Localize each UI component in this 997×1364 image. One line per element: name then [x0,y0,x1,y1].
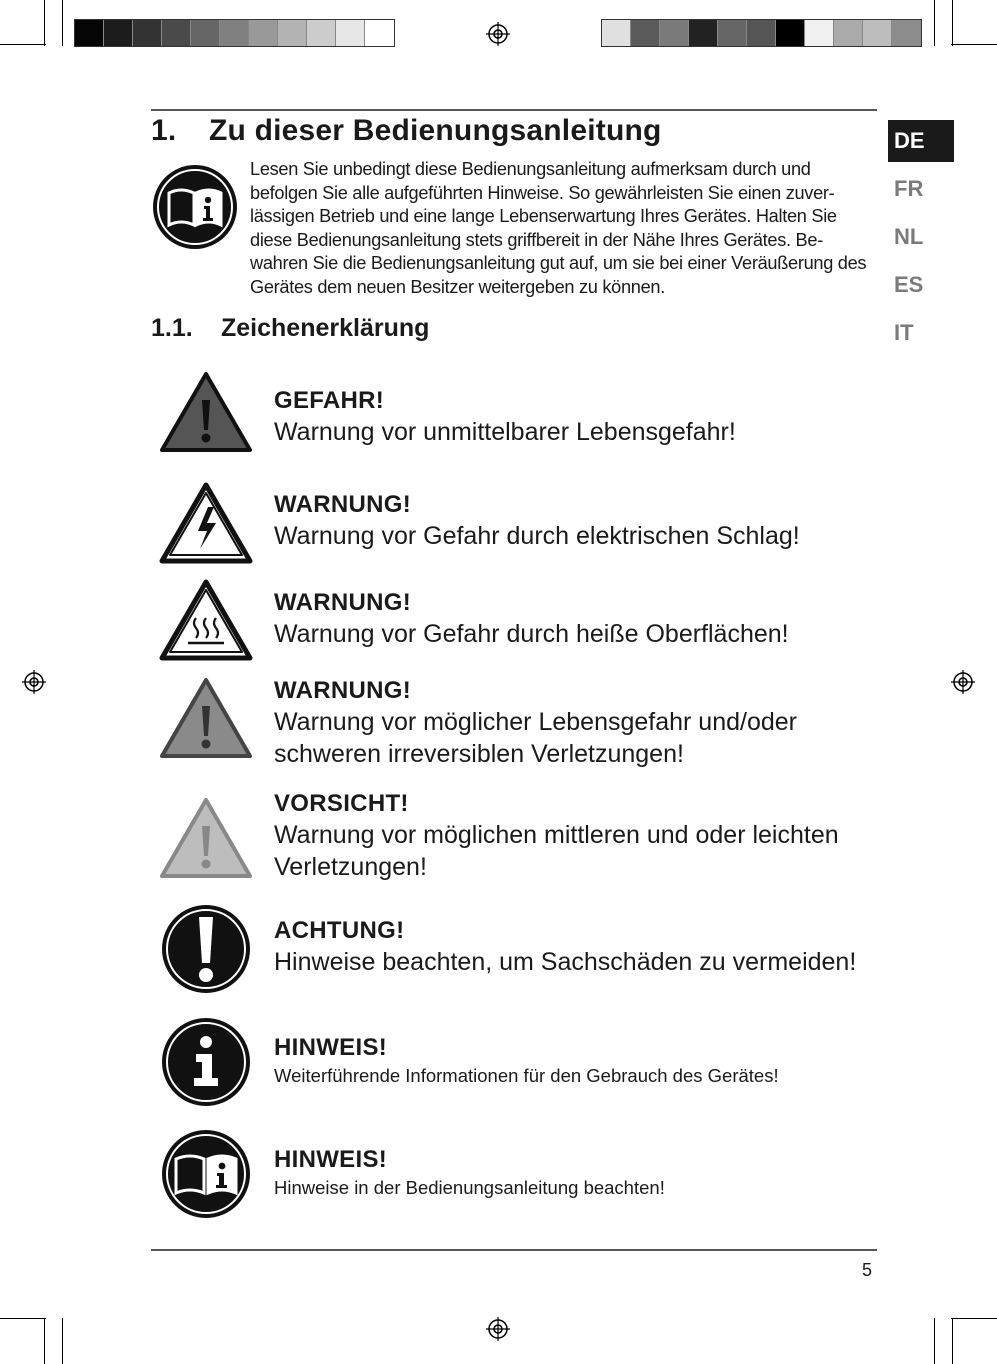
crop-mark [44,1318,45,1364]
color-bar-right [601,19,922,47]
crop-mark [44,0,45,46]
symbol-description: Warnung vor möglicher Lebensgefahr und/oder schweren irreversiblen Verletzungen! [274,708,797,768]
footer-rule [151,1249,877,1251]
symbol-description: Warnung vor Gefahr durch heiße Oberflächen! [274,620,789,648]
symbol-entry [274,1145,874,1201]
symbol-title: WARNUNG! [274,491,412,518]
crop-mark [62,1318,63,1364]
warning-triangle-icon [158,676,254,766]
color-bar-left [74,19,395,47]
hot-surface-triangle-icon [158,578,254,668]
electric-shock-triangle-icon [158,481,254,571]
registration-mark-icon [951,670,975,694]
subsection-heading [151,314,429,343]
crop-mark [0,1318,46,1319]
symbol-title: VORSICHT! [274,790,409,817]
crop-mark [62,0,63,46]
section-heading [151,114,662,148]
crop-mark [951,44,997,45]
language-tabs [888,120,954,360]
crop-mark [951,1318,997,1319]
caution-triangle-icon [158,796,254,886]
header-rule [151,109,877,111]
symbol-description: Warnung vor unmittelbarer Lebensgefahr! [274,418,736,446]
crop-mark [934,0,935,46]
intro-paragraph: Lesen Sie unbedingt diese Bedienungsanleitung aufmerksam durch und befolgen Sie alle aufgeführten Hinweise. So gewährleisten Sie einen zuverlässigen Betrieb und eine lange Lebenserwartung Ihres Gerätes. Halten Sie diese Bedienungsanleitung stets griffbereit in der Nähe Ihres Gerätes. Bewahren Sie die Bedienungsanleitung gut auf, um sie bei einer Veräußerung des Gerätes dem neuen Besitzer weitergeben zu können. [250,159,867,297]
symbol-description: Hinweise beachten, um Sachschäden zu vermeiden! [274,948,857,976]
danger-triangle-icon [158,370,254,460]
subsection-title: Zeichenerklärung [221,314,430,342]
symbol-entry [274,916,874,978]
symbol-description: Warnung vor möglichen mittleren und oder leichten Verletzungen! [274,821,839,881]
exclamation-circle-icon [158,903,254,995]
symbol-entry [274,490,874,552]
section-number: 1. [151,114,177,147]
symbol-entry [274,386,874,448]
section-title: Zu dieser Bedienungsanleitung [209,114,662,147]
registration-mark-icon [486,22,510,46]
symbol-description: Hinweise in der Bedienungsanleitung beachten! [274,1177,665,1198]
language-tab-fr[interactable]: FR [894,176,924,201]
manual-book-icon [158,1128,254,1220]
symbol-entry [274,676,874,770]
language-tab-nl[interactable]: NL [894,224,924,249]
crop-mark [0,44,46,45]
crop-mark [952,1318,953,1364]
language-tab-es[interactable]: ES [894,272,924,297]
symbol-description: Weiterführende Informationen für den Gebrauch des Gerätes! [274,1065,779,1086]
symbol-title: ACHTUNG! [274,917,405,944]
crop-mark [934,1318,935,1364]
language-tab-de[interactable]: DE [888,120,954,162]
manual-book-icon [151,163,239,251]
symbol-title: WARNUNG! [274,677,412,704]
symbol-entry [274,789,874,883]
symbol-title: GEFAHR! [274,387,385,414]
registration-mark-icon [486,1317,510,1341]
page-number: 5 [862,1260,873,1280]
symbol-entry [274,1033,874,1089]
symbol-description: Warnung vor Gefahr durch elektrischen Schlag! [274,522,800,550]
registration-mark-icon [22,670,46,694]
symbol-title: HINWEIS! [274,1034,388,1061]
info-circle-icon [158,1016,254,1108]
language-tab-it[interactable]: IT [894,320,914,345]
symbol-title: HINWEIS! [274,1146,388,1173]
crop-mark [952,0,953,46]
subsection-number: 1.1. [151,314,193,342]
symbol-entry [274,588,874,650]
symbol-title: WARNUNG! [274,589,412,616]
